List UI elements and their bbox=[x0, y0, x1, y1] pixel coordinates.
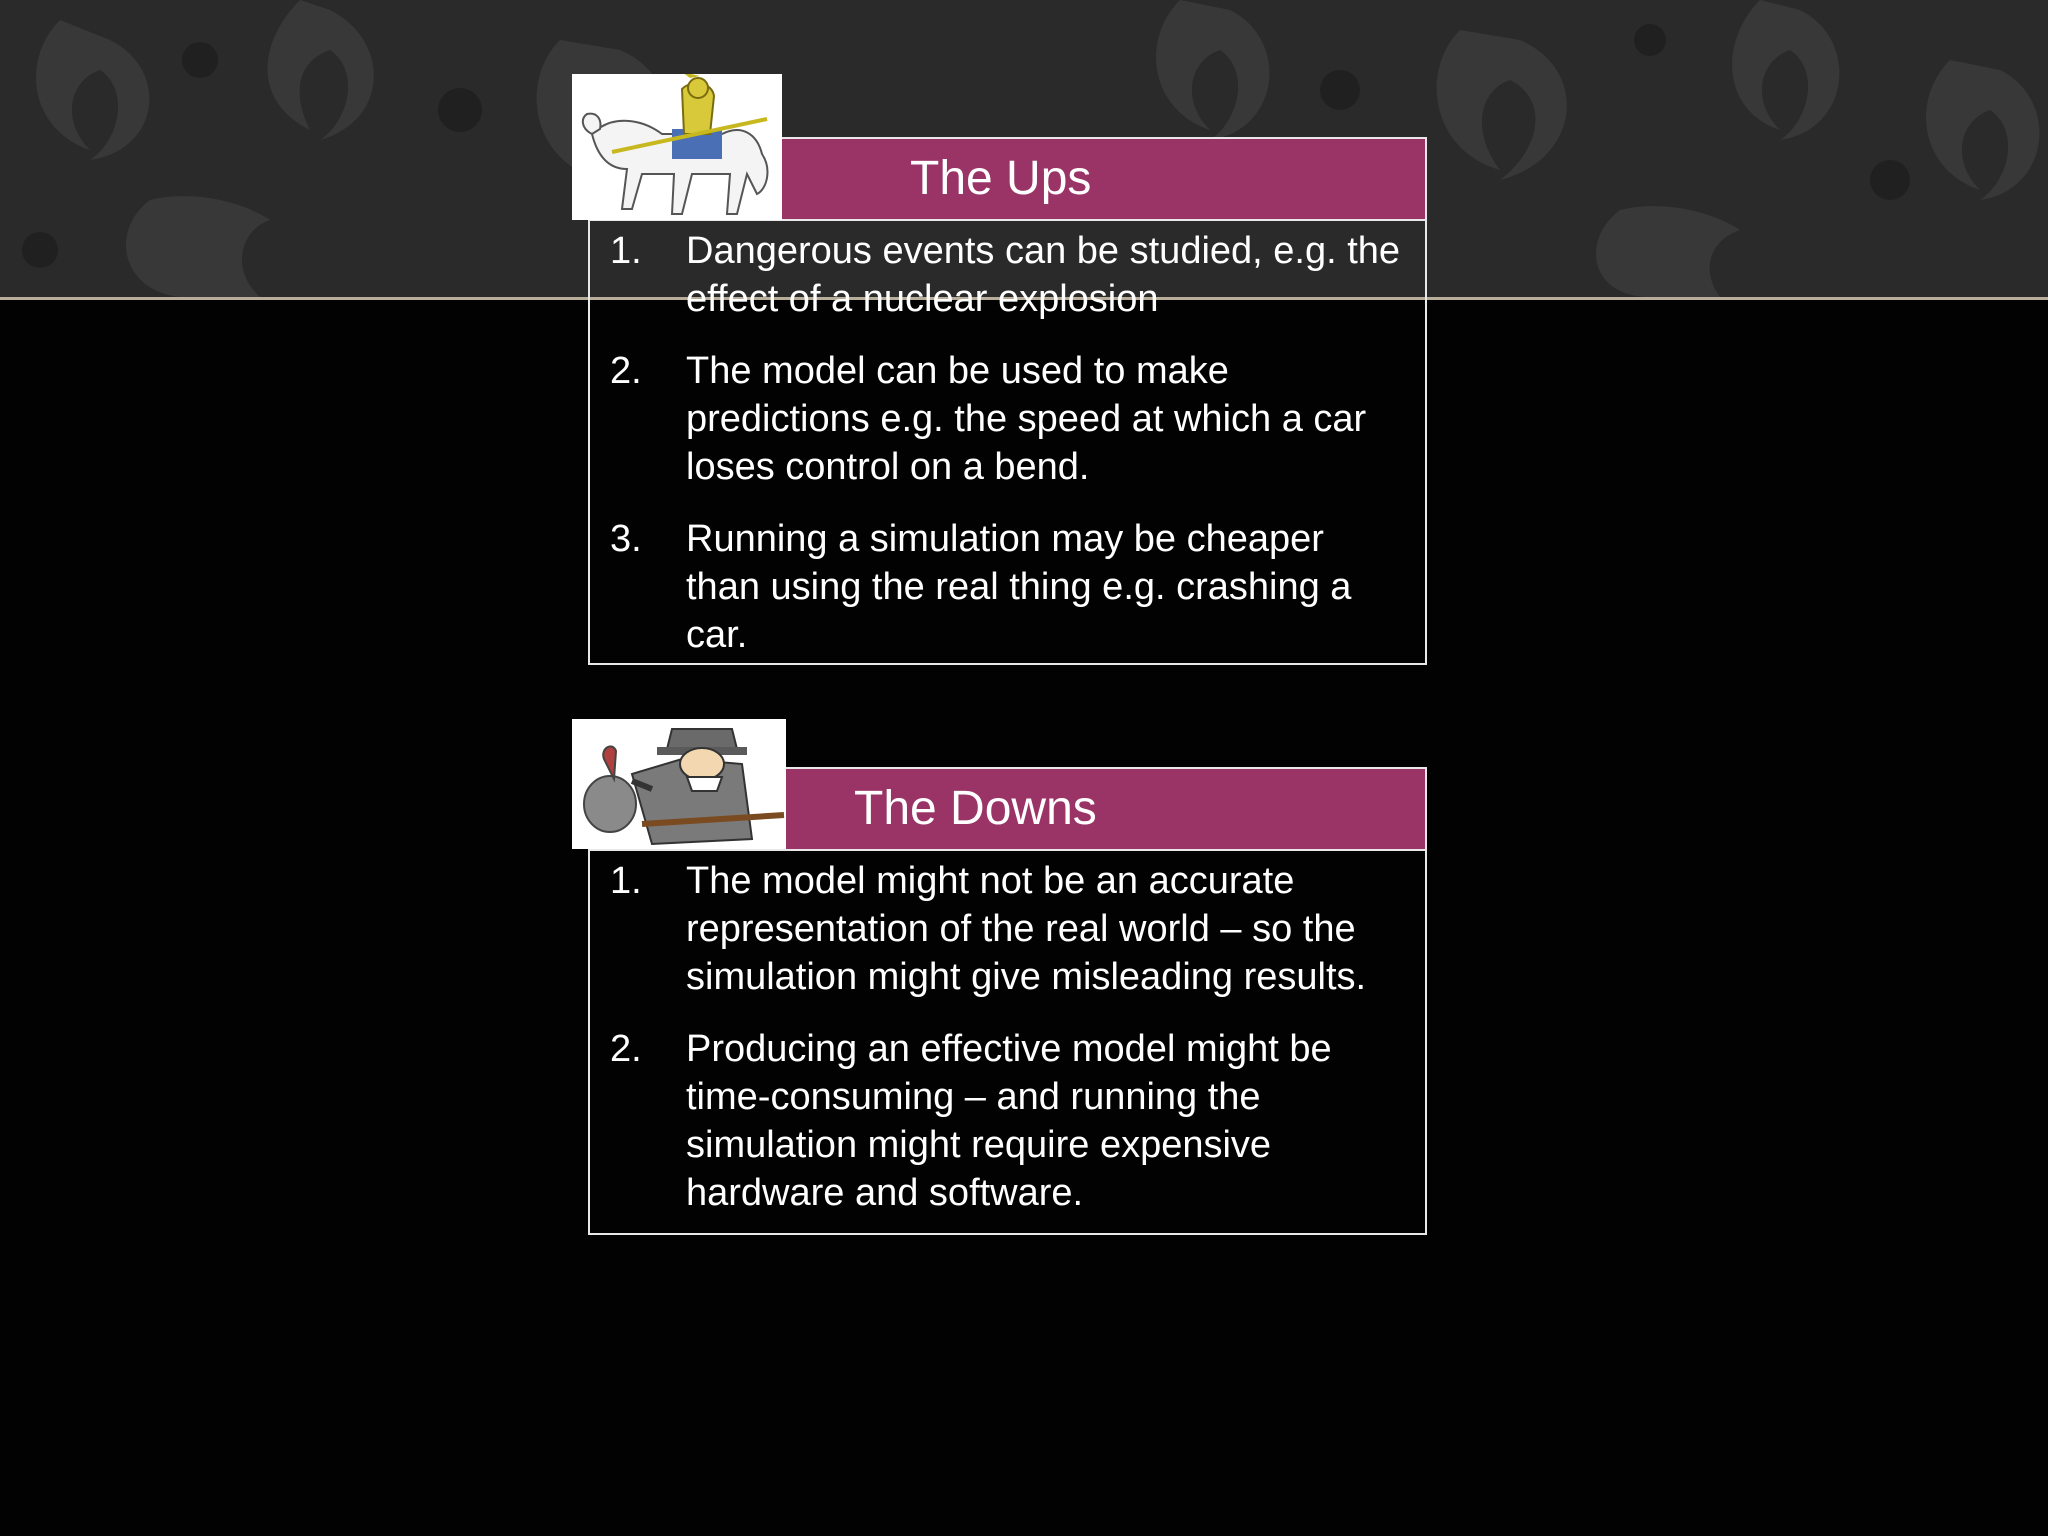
ups-title: The Ups bbox=[910, 152, 1092, 205]
list-item bbox=[590, 227, 1425, 323]
list-text: Running a simulation may be cheaper than using the real thing e.g. crashing a car. bbox=[686, 518, 1352, 656]
ups-list bbox=[590, 227, 1425, 683]
list-item bbox=[590, 857, 1425, 1001]
list-item bbox=[590, 515, 1425, 659]
list-text: The model can be used to make predictions e.g. the speed at which a car loses control on a bend. bbox=[686, 350, 1367, 488]
list-number: 1. bbox=[610, 860, 642, 902]
list-item bbox=[590, 347, 1425, 491]
downs-list bbox=[590, 857, 1425, 1241]
list-text: Dangerous events can be studied, e.g. the effect of a nuclear explosion bbox=[686, 230, 1401, 320]
pilgrim-clipart-image bbox=[572, 719, 786, 849]
list-item bbox=[590, 1025, 1425, 1217]
list-number: 2. bbox=[610, 350, 642, 392]
list-number: 1. bbox=[610, 230, 642, 272]
list-text: Producing an effective model might be time-consuming – and running the simulation might require expensive hardware and software. bbox=[686, 1028, 1332, 1214]
list-number: 2. bbox=[610, 1028, 642, 1070]
pilgrim-with-turkey-icon bbox=[572, 719, 786, 849]
knight-clipart-image bbox=[572, 74, 782, 220]
list-text: The model might not be an accurate representation of the real world – so the simulation might give misleading results. bbox=[686, 860, 1367, 998]
list-number: 3. bbox=[610, 518, 642, 560]
downs-title: The Downs bbox=[854, 782, 1097, 835]
knight-on-horse-icon bbox=[572, 74, 782, 220]
